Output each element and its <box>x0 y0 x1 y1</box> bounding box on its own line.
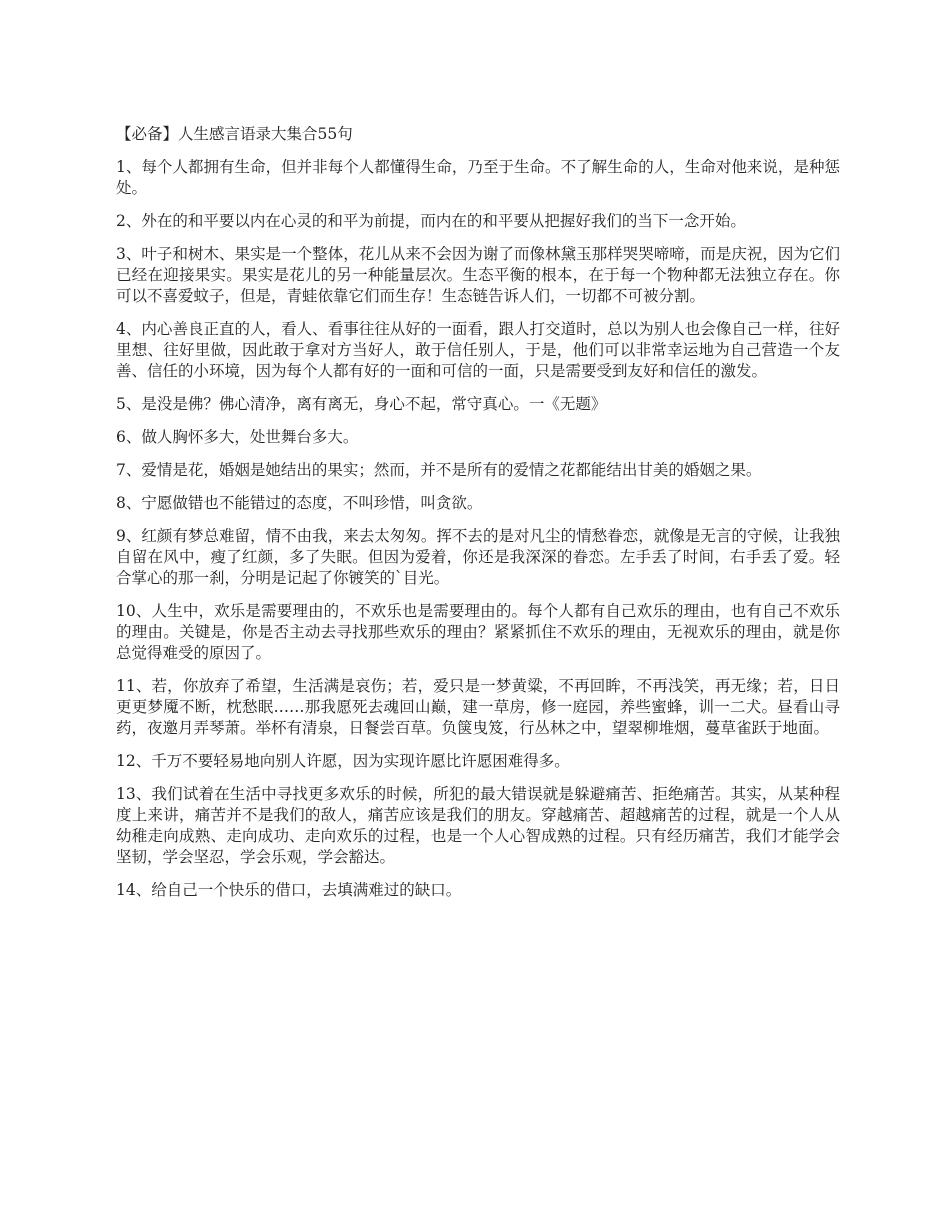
document-body <box>116 124 840 913</box>
quote-paragraph-4: 4、内心善良正直的人，看人、看事往往从好的一面看，跟人打交道时，总以为别人也会像自己一样，往好里想、往好里做，因此敢于拿对方当好人，敢于信任别人，于是，他们可以非常幸运地为自己营造一个友善、信任的小环境，因为每个人都有好的一面和可信的一面，只是需要受到友好和信任的激发。 <box>116 320 840 380</box>
document-title: 【必备】人生感言语录大集合55句 <box>116 125 353 143</box>
quote-paragraph-11: 11、若，你放弃了希望，生活满是哀伤；若，爱只是一梦黄粱，不再回眸，不再浅笑，再无缘；若，日日更更梦魇不断，枕愁眠……那我愿死去魂回山巅，建一草房，修一庭园，养些蜜蜂，训一二犬。昼看山寻药，夜邀月弄琴萧。举杯有清泉，日餐尝百草。负箧曳笈，行丛林之中，望翠柳堆烟，蔓草雀跃于地面。 <box>116 677 840 737</box>
quote-paragraph-12: 12、千万不要轻易地向别人许愿，因为实现许愿比许愿困难得多。 <box>116 752 570 770</box>
quote-paragraph-3: 3、叶子和树木、果实是一个整体，花儿从来不会因为谢了而像林黛玉那样哭哭啼啼，而是庆祝，因为它们已经在迎接果实。果实是花儿的另一种能量层次。生态平衡的根本，在于每一个物种都无法独立存在。你可以不喜爱蚊子，但是，青蛙依靠它们而生存！生态链告诉人们，一切都不可被分割。 <box>116 245 840 305</box>
quote-paragraph-9: 9、红颜有梦总难留，情不由我，来去太匆匆。挥不去的是对凡尘的情愁眷恋，就像是无言的守候，让我独自留在风中，瘦了红颜，多了失眠。但因为爱着，你还是我深深的眷恋。左手丢了时间，右手丢了爱。轻合掌心的那一刹，分明是记起了你镀笑的`目光。 <box>116 527 840 587</box>
quote-paragraph-1: 1、每个人都拥有生命，但并非每个人都懂得生命，乃至于生命。不了解生命的人，生命对他来说，是种惩处。 <box>116 158 840 197</box>
quote-paragraph-14: 14、给自己一个快乐的借口，去填满难过的缺口。 <box>116 881 462 899</box>
quote-paragraph-6: 6、做人胸怀多大，处世舞台多大。 <box>116 428 359 446</box>
quote-paragraph-5: 5、是没是佛？佛心清净，离有离无，身心不起，常守真心。一《无题》 <box>116 395 607 413</box>
quote-paragraph-7: 7、爱情是花，婚姻是她结出的果实；然而，并不是所有的爱情之花都能结出甘美的婚姻之果。 <box>116 461 762 479</box>
quote-paragraph-13: 13、我们试着在生活中寻找更多欢乐的时候，所犯的最大错误就是躲避痛苦、拒绝痛苦。其实，从某种程度上来讲，痛苦并不是我们的敌人，痛苦应该是我们的朋友。穿越痛苦、超越痛苦的过程，就是一个人从幼稚走向成熟、走向成功、走向欢乐的过程，也是一个人心智成熟的过程。只有经历痛苦，我们才能学会坚韧，学会坚忍，学会乐观，学会豁达。 <box>116 785 840 866</box>
quote-paragraph-10: 10、人生中，欢乐是需要理由的，不欢乐也是需要理由的。每个人都有自己欢乐的理由，也有自己不欢乐的理由。关键是，你是否主动去寻找那些欢乐的理由？紧紧抓住不欢乐的理由，无视欢乐的理由，就是你总觉得难受的原因了。 <box>116 602 840 662</box>
quote-paragraph-2: 2、外在的和平要以内在心灵的和平为前提，而内在的和平要从把握好我们的当下一念开始。 <box>116 212 746 230</box>
quote-paragraph-8: 8、宁愿做错也不能错过的态度，不叫珍惜，叫贪欲。 <box>116 494 483 512</box>
